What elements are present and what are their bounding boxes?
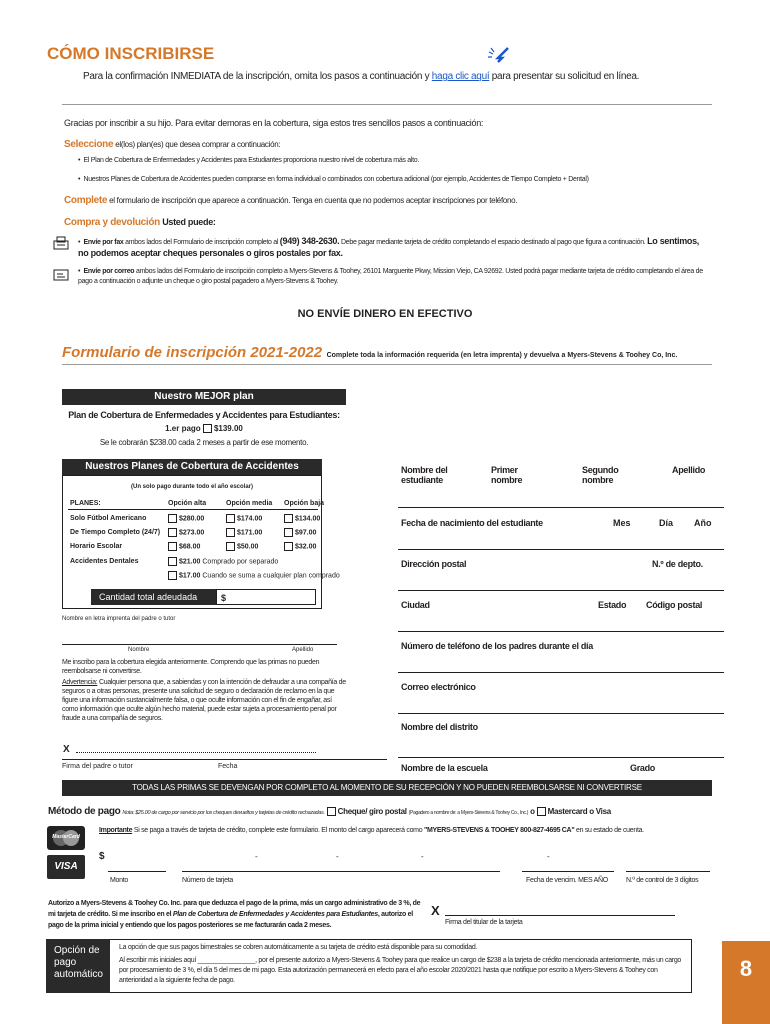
dash: - [336, 852, 339, 861]
address-line[interactable] [398, 590, 724, 591]
auto-pay-text-2: Al escribir mis iniciales aquí ________________, por el presente autorizo a Myers-Stevens & Toohey para que realice un cargo de $238 a la tarjeta de crédito mencionada anteriormente, más un cargo por procesamiento de 3 %, el día 5 del mes de mi pago. Esta autorización permanecerá en efecto para el año escolar 2020/2021 hasta que notifique por escrito a Myers-Stevens & Toohey con anterioridad a la siguiente fecha de pago. [119, 957, 682, 984]
date-label: Fecha [218, 763, 238, 770]
page-title: CÓMO INSCRIBIRSE [47, 44, 215, 63]
plan-name: Horario Escolar [70, 543, 123, 550]
step-complete-head: Complete [64, 195, 108, 206]
or-text: o [589, 807, 594, 816]
important-text: Si se paga a través de tarjeta de crédito, complete este formulario. El monto del cargo aparecerá como [133, 827, 423, 834]
fax-head: Envíe por fax [83, 239, 124, 246]
form-title: Formulario de inscripción 2021-2022 [62, 344, 323, 361]
fax-text: ambos lados del Formulario de inscripción completo al [125, 239, 279, 246]
total-label: Cantidad total adeudada [91, 589, 216, 605]
signature-x: X [63, 744, 70, 755]
best-plan-name: Plan de Cobertura de Enfermedades y Accidentes para Estudiantes: [68, 410, 340, 420]
mastercard-logo [47, 826, 85, 850]
form-subtitle: Complete toda la información requerida (en letra imprenta) y devuelva a Myers-Stevens & Toohey Co, Inc. [326, 352, 678, 359]
city-label: Ciudad [401, 600, 430, 610]
price: $32.00 [295, 543, 317, 551]
district-line[interactable] [398, 757, 724, 758]
divider [62, 104, 712, 105]
city-line[interactable] [398, 631, 724, 632]
mail-head: Envíe por correo [83, 268, 135, 275]
dental-note: Cuando se suma a cualquier plan comprado [202, 572, 340, 580]
cvv-label: N.º de control de 3 dígitos [626, 877, 699, 884]
year-label: Año [694, 518, 712, 528]
district-label: Nombre del distrito [401, 722, 478, 732]
mail-text: ambos lados del Formulario de inscripción completo a Myers-Stevens & Toohey, 26101 Marguerite Pkwy, Mission Viejo, CA 92692. Usted podrá pagar mediante tarjeta de crédito completando el área de pago a continuación o adjunte un cheque o giro postal pagadero a Myers-Stevens & Toohey. [78, 268, 703, 285]
card-number-line[interactable] [182, 871, 500, 872]
best-plan-checkbox[interactable] [203, 424, 212, 433]
step-select-head: Seleccione [64, 139, 114, 150]
birth-date-label: Fecha de nacimiento del estudiante [401, 518, 543, 528]
zip-label: Código postal [646, 600, 703, 610]
intro-text: Gracias por inscribir a su hijo. Para evitar demoras en la cobertura, siga estos tres sencillos pasos a continuación: [64, 118, 484, 128]
month-label: Mes [613, 518, 631, 528]
plan-name: De Tiempo Completo (24/7) [70, 529, 161, 536]
divider [62, 759, 387, 760]
step-purchase-text: Usted puede: [162, 217, 216, 227]
dental-checkbox[interactable] [168, 571, 177, 580]
payment-note: Nota: $25.00 de cargo por servicio por los cheques devueltos y tarjetas de crédito rechazadas. [122, 810, 325, 816]
or-text: o [530, 807, 535, 816]
cvv-line[interactable] [626, 871, 710, 872]
student-name-line[interactable] [398, 507, 724, 508]
visa-logo [47, 855, 85, 879]
click-pointer-icon [486, 46, 512, 66]
last-name-label: Apellido [292, 647, 314, 653]
dash: - [255, 852, 258, 861]
mastercard-label: Mastercard [547, 807, 588, 816]
address-label: Dirección postal [401, 559, 467, 569]
auto-pay-text-1: La opción de que sus pagos bimestrales se cobren automáticamente a su tarjeta de crédito está disponible para su comodidad. [119, 944, 478, 951]
divider [68, 509, 318, 510]
total-sign: $ [221, 593, 227, 603]
price: $134.00 [295, 515, 321, 523]
plan-name: Solo Fútbol Americano [70, 515, 147, 522]
step-purchase-head: Compra y devolución [64, 217, 160, 228]
total-input[interactable] [216, 589, 316, 605]
warning-head: Advertencia: [62, 679, 98, 686]
warning-text: Cualquier persona que, a sabiendas y con la intención de defraudar a una compañía de seguros o a otras personas, presente una solicitud de seguro o declaración de reclamo en la que figure una información sustancialmente falsa, o que oculte información con el fin de engañar, así como información que oculte algún hecho material, puede estar sujeta a procesamiento penal por fraude a una compañía de seguros. [62, 679, 346, 722]
email-line[interactable] [398, 713, 724, 714]
last-name-col: Apellido [672, 465, 706, 475]
check-checkbox[interactable] [327, 807, 336, 816]
plan-checkbox[interactable] [226, 528, 235, 537]
best-plan-bar: Nuestro MEJOR plan [62, 389, 346, 405]
visa-label: Visa [595, 807, 611, 816]
expiry-line[interactable] [522, 871, 614, 872]
birth-date-line[interactable] [398, 549, 724, 550]
bullet-text: El Plan de Cobertura de Enfermedades y Accidentes para Estudiantes proporciona nuestro nivel de cobertura más alto. [83, 157, 420, 164]
best-plan-note: Se le cobrarán $238.00 cada 2 meses a partir de ese momento. [99, 438, 309, 447]
accident-sub: (Un solo pago durante todo el año escolar) [130, 484, 253, 490]
important-head: Importante [99, 827, 133, 834]
school-label: Nombre de la escuela [401, 763, 488, 773]
card-number-label: Número de tarjeta [182, 877, 233, 884]
col-alta: Opción alta [168, 500, 207, 507]
plan-checkbox[interactable] [168, 528, 177, 537]
step-select-text: el(los) plan(es) que desea comprar a continuación: [115, 140, 281, 149]
accident-plans-bar: Nuestros Planes de Cobertura de Accidentes [62, 459, 322, 475]
no-cash-notice: NO ENVÍE DINERO EN EFECTIVO [297, 308, 473, 320]
fax-number: (949) 348-2630. [279, 236, 340, 246]
phone-line[interactable] [398, 672, 724, 673]
dental-note: Comprado por separado [202, 558, 279, 566]
bullet-text: Nuestros Planes de Cobertura de Accidentes pueden comprarse en forma individual o combinados con cobertura adicional (por ejemplo, Accidentes de Tiempo Completo + Dental) [83, 176, 589, 183]
signature-label: Firma del padre o tutor [62, 763, 133, 770]
plan-checkbox[interactable] [284, 528, 293, 537]
payment-method-label: Método de pago [48, 806, 121, 817]
parent-signature-line[interactable] [76, 752, 316, 753]
day-label: Día [659, 518, 674, 528]
amount-line[interactable] [108, 871, 166, 872]
col-baja: Opción baja [284, 500, 325, 507]
plan-checkbox[interactable] [226, 542, 235, 551]
premiums-bar: TODAS LAS PRIMAS SE DEVENGAN POR COMPLETO AL MOMENTO DE SU RECEPCIÓN Y NO PUEDEN REEMBOLSARSE NI CONVERTIRSE [62, 780, 712, 796]
grade-label: Grado [630, 763, 656, 773]
plan-checkbox[interactable] [168, 514, 177, 523]
student-name-label: Nombre del estudiante [401, 465, 448, 485]
amount-label: Monto [110, 877, 128, 884]
price: $171.00 [237, 529, 263, 537]
price: $50.00 [237, 543, 259, 551]
price: $280.00 [179, 515, 205, 523]
page-number: 8 [722, 941, 770, 1024]
step-complete-text: el formulario de inscripción que aparece a continuación. Tenga en cuenta que no podemos aceptar inscripciones por teléfono. [109, 196, 518, 205]
confirm-text: Para la confirmación INMEDIATA de la inscripción, omita los pasos a continuación y [83, 71, 430, 82]
cardholder-x: X [431, 903, 440, 918]
first-name-col: Primer nombre [491, 465, 523, 485]
check-note: (Pagadero a nombre de: a Myers-Stevens & Toohey Co., Inc.) [408, 810, 529, 816]
charge-descriptor: "MYERS-STEVENS & TOOHEY 800-827-4695 CA" [423, 827, 575, 834]
authorize-text: Autorizo a Myers-Stevens & Toohey Co. Inc. para que deduzca el pago de la prima, más un cargo administrativo de 3 %, de mi tarjeta de crédito. Si me inscribo en el [48, 900, 421, 918]
plan-checkbox[interactable] [284, 514, 293, 523]
first-payment-amount: $139.00 [213, 424, 243, 433]
print-name-label: Nombre en letra imprenta del padre o tutor [62, 616, 176, 622]
cardholder-signature-line[interactable] [445, 915, 675, 916]
important-tail: en su estado de cuenta. [576, 827, 644, 834]
state-label: Estado [598, 600, 627, 610]
apt-label: N.º de depto. [652, 559, 703, 569]
parent-name-line[interactable] [62, 644, 337, 645]
card-checkbox[interactable] [537, 807, 546, 816]
dental-price: $21.00 [179, 558, 201, 566]
dental-checkbox[interactable] [168, 557, 177, 566]
fax-text-2: Debe pagar mediante tarjeta de crédito completando el espacio destinado al pago que figura a continuación. [341, 239, 646, 246]
price: $68.00 [179, 543, 201, 551]
mail-icon [53, 268, 69, 282]
email-label: Correo electrónico [401, 682, 476, 692]
dental-label: Accidentes Dentales [70, 558, 139, 565]
divider [62, 364, 712, 365]
plan-checkbox[interactable] [168, 542, 177, 551]
enroll-text: Me inscribo para la cobertura elegida anteriormente. Comprendo que las primas no pueden reembolsarse ni convertirse. [62, 659, 320, 675]
plan-checkbox[interactable] [226, 514, 235, 523]
dash: - [421, 852, 424, 861]
first-payment-label: 1.er pago [165, 424, 201, 433]
dental-price: $17.00 [179, 572, 201, 580]
dollar-sign: $ [99, 851, 105, 862]
price: $174.00 [237, 515, 263, 523]
middle-name-col: Segundo nombre [582, 465, 619, 485]
price: $273.00 [179, 529, 205, 537]
fax-icon [53, 236, 69, 250]
confirm-text-end: para presentar su solicitud en línea. [491, 71, 640, 82]
authorize-text-2: , autorizo el pago de la prima inicial y entiendo que los pagos posteriores se me facturarán cada 2 meses. [48, 911, 413, 929]
expiry-label: Fecha de vencim. MES AÑO [526, 877, 608, 884]
plan-checkbox[interactable] [284, 542, 293, 551]
phone-label: Número de teléfono de los padres durante el día [401, 641, 593, 651]
authorize-plan: Plan de Cobertura de Enfermedades y Accidentes para Estudiantes [172, 911, 378, 918]
auto-pay-label: Opción de pago automático [46, 939, 110, 993]
first-name-label: Nombre [128, 647, 150, 653]
col-planes: PLANES: [70, 500, 101, 507]
col-media: Opción media [226, 500, 273, 507]
check-label: Cheque/ giro postal [337, 807, 407, 816]
visa-logo-text: VISA [54, 861, 78, 872]
dash: - [547, 852, 550, 861]
fax-warning: Lo sentimos, no podemos aceptar cheques personales o giros postales por fax. [78, 236, 700, 258]
mastercard-logo-text: MasterCard [52, 834, 80, 840]
online-apply-link[interactable]: haga clic aquí [431, 71, 490, 82]
cardholder-signature-label: Firma del titular de la tarjeta [445, 919, 523, 926]
price: $97.00 [295, 529, 317, 537]
